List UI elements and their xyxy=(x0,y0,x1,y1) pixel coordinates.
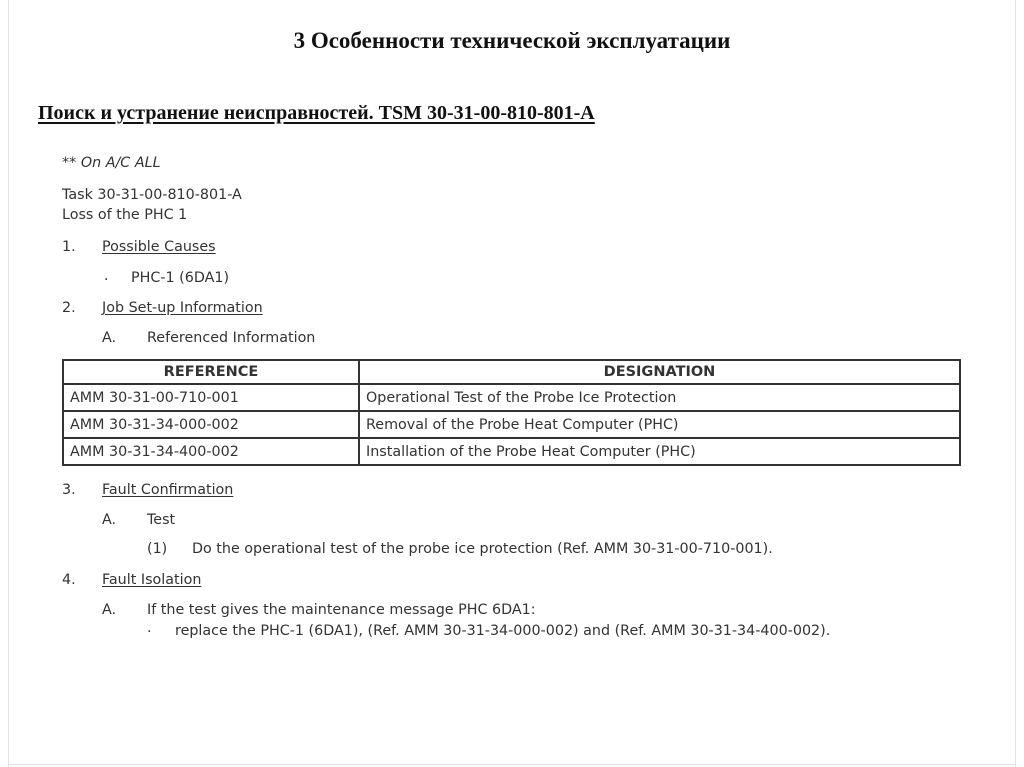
item-marker: A. xyxy=(102,512,117,528)
table-row xyxy=(63,384,960,411)
slide-frame-right xyxy=(1015,0,1016,767)
applicability-line: ** On A/C ALL xyxy=(62,155,161,171)
step-marker: (1) xyxy=(147,541,168,557)
table-row xyxy=(63,438,960,465)
item-marker: A. xyxy=(102,330,117,346)
table-header-row xyxy=(63,360,960,384)
designation-cell: Removal of the Probe Heat Computer (PHC) xyxy=(359,411,960,438)
isolation-action: replace the PHC-1 (6DA1), (Ref. AMM 30-31-34-000-002) and (Ref. AMM 30-31-34-400-002). xyxy=(175,623,831,639)
designation-cell: Installation of the Probe Heat Computer (PHC) xyxy=(359,438,960,465)
reference-cell: AMM 30-31-00-710-001 xyxy=(63,384,359,411)
section-number: 3. xyxy=(62,482,76,498)
section-title-fault-isolation: Fault Isolation xyxy=(102,572,202,588)
reference-cell: AMM 30-31-34-000-002 xyxy=(63,411,359,438)
column-header-reference: REFERENCE xyxy=(63,360,359,384)
designation-cell: Operational Test of the Probe Ice Protection xyxy=(359,384,960,411)
task-title: Loss of the PHC 1 xyxy=(62,207,188,223)
slide-title: 3 Особенности технической эксплуатации xyxy=(293,28,731,53)
reference-table xyxy=(62,359,961,466)
cause-item: PHC-1 (6DA1) xyxy=(131,270,230,286)
slide-subtitle: Поиск и устранение неисправностей. TSM 30-31-00-810-801-A xyxy=(38,102,595,124)
referenced-info-label: Referenced Information xyxy=(147,330,316,346)
slide-frame-left xyxy=(8,0,9,767)
table-row xyxy=(63,411,960,438)
test-label: Test xyxy=(147,512,176,528)
bullet-marker: . xyxy=(104,268,109,284)
column-header-designation: DESIGNATION xyxy=(359,360,960,384)
slide-frame-bottom xyxy=(8,764,1016,765)
section-title-fault-confirmation: Fault Confirmation xyxy=(102,482,234,498)
isolation-condition: If the test gives the maintenance message PHC 6DA1: xyxy=(147,602,536,618)
section-number: 2. xyxy=(62,300,76,316)
section-title-possible-causes: Possible Causes xyxy=(102,239,216,255)
section-title-job-setup: Job Set-up Information xyxy=(102,300,263,316)
test-step: Do the operational test of the probe ice protection (Ref. AMM 30-31-00-710-001). xyxy=(192,541,773,557)
item-marker: A. xyxy=(102,602,117,618)
reference-cell: AMM 30-31-34-400-002 xyxy=(63,438,359,465)
task-id: Task 30-31-00-810-801-A xyxy=(62,187,242,203)
section-number: 1. xyxy=(62,239,76,255)
bullet-marker: . xyxy=(147,620,152,636)
section-number: 4. xyxy=(62,572,76,588)
